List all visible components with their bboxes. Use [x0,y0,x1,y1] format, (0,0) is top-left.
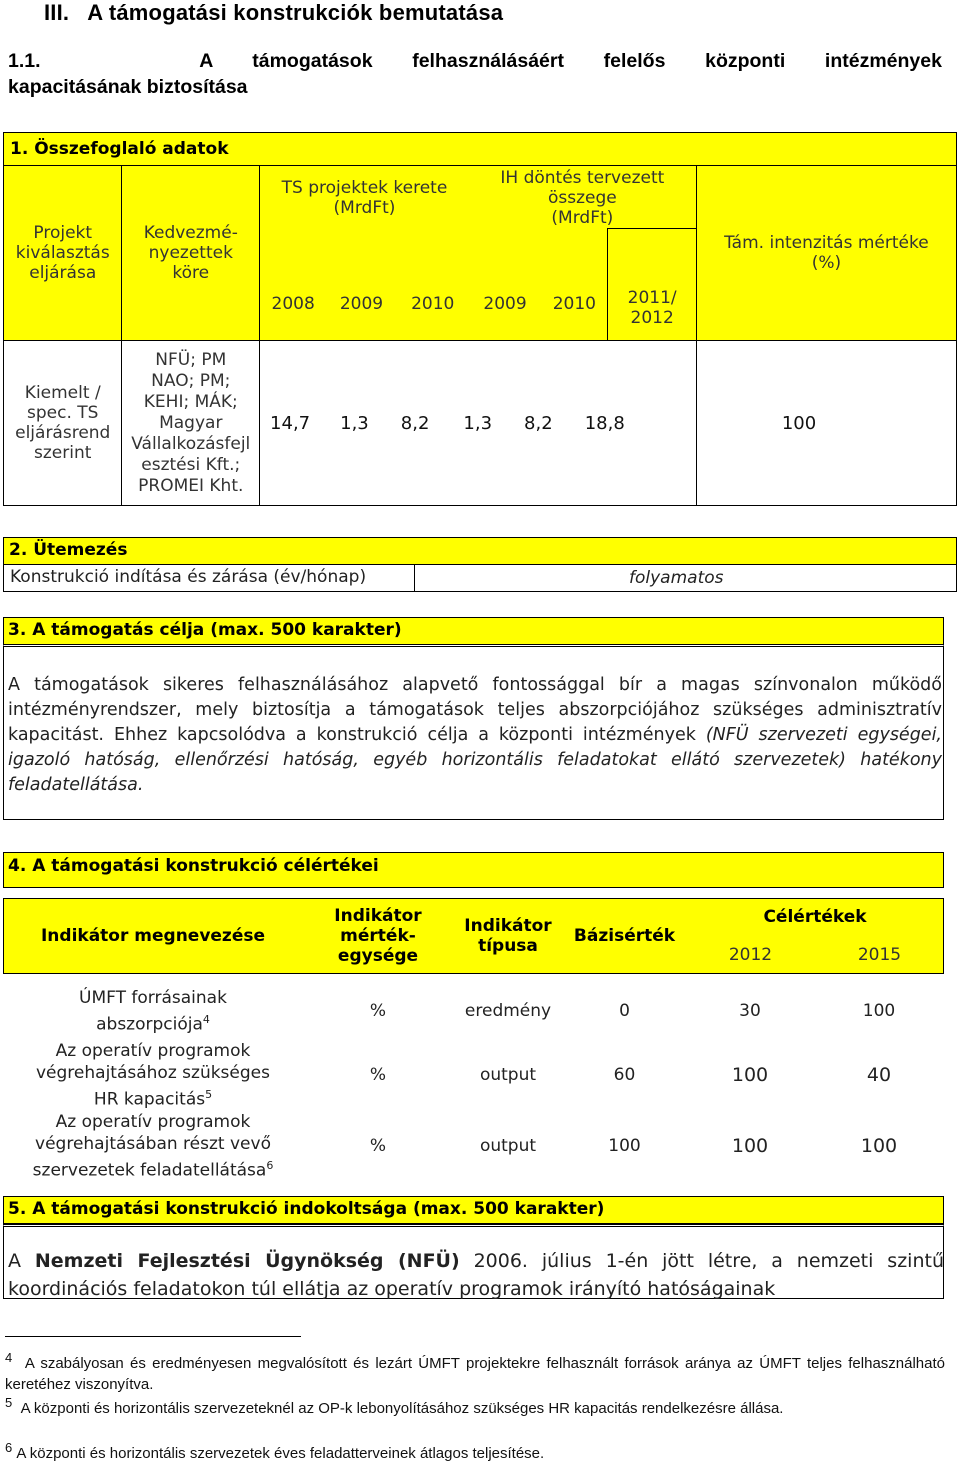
col-kedvezmenyezettek-header: Kedvezmé- nyezettek köre [122,166,260,341]
row-label: Kiemelt / spec. TS eljárásrend szerint [4,341,122,506]
values-cell [260,341,697,506]
value-2011-2012: 18,8 [584,412,625,434]
justification-text: A Nemzeti Fejlesztési Ügynökség (NFÜ) 2006. július 1-én jött létre, a nemzeti szintű koordinációs feladatokon túl ellátja az operatív programok irányító hatóságainak [8,1250,944,1300]
header-type: Indikátor típusa [464,916,552,956]
header-targets: Célértékek 2012 2015 [686,898,944,974]
header-base: Bázisérték [573,926,676,946]
header-indicator-name: Indikátor megnevezése [40,926,266,946]
value-2008: 14,7 [270,412,311,434]
indicators-table [3,898,944,1181]
value-ih-2009: 1,3 [463,412,493,434]
justification-title: 5. A támogatási konstrukció indokoltsága (max. 500 karakter) [8,1199,605,1219]
indicators-title: 4. A támogatási konstrukció célértékei [8,856,379,876]
year-2010-ts: 2010 [397,229,469,341]
subheading-line2: kapacitásának biztosítása [8,76,248,98]
page-heading: III. A támogatási konstrukciók bemutatása [44,0,504,25]
indicator-row: Az operatív programok végrehajtásában részt vevő szervezetek feladatellátása$^6$ % output 100 100 100 [32,1111,898,1181]
goal-title-box [3,617,944,645]
year-2009-ih: 2009 [469,229,541,341]
schedule-value: folyamatos [629,568,724,588]
summary-title: 1. Összefoglaló adatok [4,133,957,166]
schedule-label-cell: Konstrukció indítása és zárása (év/hónap) [3,564,415,592]
schedule-title: 2. Ütemezés [9,540,128,560]
header-year-2015: 2015 [857,945,902,965]
indicator-row: Az operatív programok végrehajtásához szükséges HR kapacitás$^5$ % output 60 100 40 [36,1041,892,1110]
footnote-4: $^4$ A szabályosan és eredményesen megvalósított és lezárt ÚMFT projektekre felhasznált források aránya az ÚMFT teljes felhasználható keretéhez viszonyítva. [5,1350,946,1393]
tam-header: Tám. intenzitás mértéke (%) [696,166,956,341]
summary-table [3,132,957,506]
ih-header: IH döntés tervezett összege (MrdFt) [469,166,696,229]
justification-title-box [3,1196,944,1224]
ts-header: TS projektek kerete (MrdFt) [260,166,469,229]
footnote-6: $^6$ A központi és horizontális szervezetek éves feladatterveinek átlagos teljesítése. [5,1440,545,1462]
footnote-5: $^5$ A központi és horizontális szervezeteknél az OP-k lebonyolításához szükséges HR kapacitás rendelkezésre állása. [5,1395,784,1417]
value-2009: 1,3 [340,412,369,434]
col-projekt-header: Projekt kiválasztás eljárása [4,166,122,341]
goal-text: A támogatások sikeres felhasználásához alapvető fontossággal bír a magas színvonalon működő intézményrendszer, mely biztosítja a támogatások teljes abszorpciójához szükséges adminisztratív kapacitást. Ehhez kapcsolódva a konstrukció célja a központi intézmények (NFÜ szervezeti egységei, igazoló hatóság, ellenőrzési hatóság, egyéb horizontális feladatokat ellátó szervezetek) hatékony feladatellátása. [8,675,942,795]
subheading-line1: 1.1. A támogatások felhasználásáért felelős központi intézmények [8,50,942,72]
year-2011-2012: 2011/ 2012 [608,229,696,341]
footnote-separator [5,1336,301,1337]
tam-value: 100 [696,341,956,506]
year-2010-ih: 2010 [541,229,608,341]
header-year-2012: 2012 [728,945,773,965]
value-ih-2010: 8,2 [524,412,553,434]
value-2010: 8,2 [400,412,430,434]
indicators-title-box [3,852,944,888]
schedule-value-cell [414,564,957,592]
header-unit: Indikátor mérték- egysége [334,906,422,966]
year-2008: 2008 [260,229,327,341]
year-2009-ts: 2009 [326,229,396,341]
indicator-row: ÚMFT forrásainak abszorpciója$^4$ % eredmény 0 30 100 [79,987,896,1035]
row-kedvezmenyezettek: NFÜ; PM NAO; PM; KEHI; MÁK; Magyar Vállalkozásfejl esztési Kft.; PROMEI Kht. [122,341,260,506]
goal-title: 3. A támogatás célja (max. 500 karakter) [8,620,402,640]
